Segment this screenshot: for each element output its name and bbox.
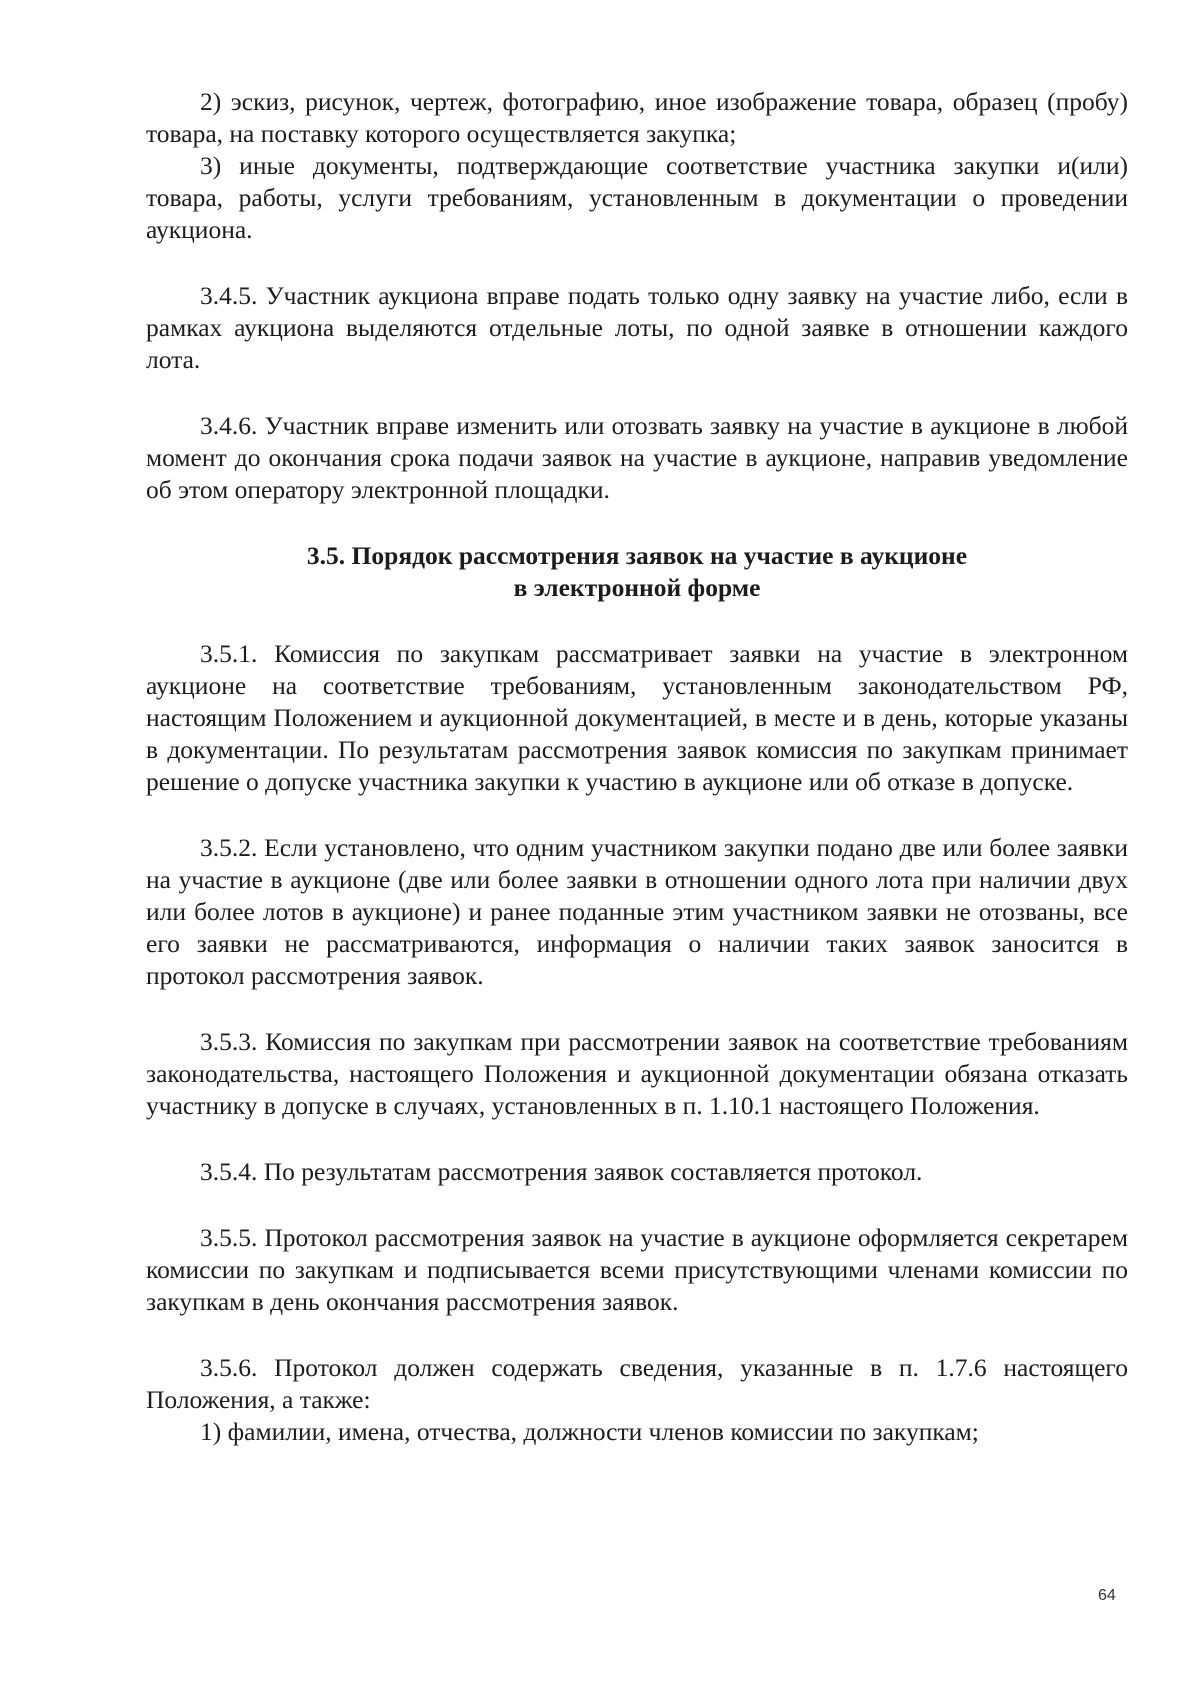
document-body bbox=[146, 86, 1128, 1448]
paragraph-3-5-6-item-1: 1) фамилии, имена, отчества, должности членов комиссии по закупкам; bbox=[200, 1417, 979, 1446]
paragraph-3-4-6: 3.4.6. Участник вправе изменить или отозвать заявку на участие в аукционе в любой момент до окончания срока подачи заявок на участие в аукционе, направив уведомление об этом оператору электронной площадки. bbox=[146, 411, 1128, 504]
paragraph-3-5-2: 3.5.2. Если установлено, что одним участником закупки подано две или более заявки на участие в аукционе (две или более заявки в отношении одного лота при наличии двух или более лотов в аукционе) и ранее поданные этим участником заявки не отозваны, все его заявки не рассматриваются, информация о наличии таких заявок заносится в протокол рассмотрения заявок. bbox=[146, 833, 1128, 990]
paragraph-3-5-5: 3.5.5. Протокол рассмотрения заявок на участие в аукционе оформляется секретарем комиссии по закупкам и подписывается всеми присутствующими членами комиссии по закупкам в день окончания рассмотрения заявок. bbox=[146, 1223, 1128, 1316]
section-heading-3-5 bbox=[146, 540, 1128, 604]
paragraph-3-5-3: 3.5.3. Комиссия по закупкам при рассмотрении заявок на соответствие требованиям законодательства, настоящего Положения и аукционной документации обязана отказать участнику в допуске в случаях, установленных в п. 1.10.1 настоящего Положения. bbox=[146, 1027, 1128, 1120]
paragraph-3-5-1: 3.5.1. Комиссия по закупкам рассматривает заявки на участие в электронном аукционе на соответствие требованиям, установленным законодательством РФ, настоящим Положением и аукционной документацией, в месте и в день, которые указаны в документации. По результатам рассмотрения заявок комиссия по закупкам принимает решение о допуске участника закупки к участию в аукционе или об отказе в допуске. bbox=[146, 639, 1128, 796]
paragraph-item-2-sketch: 2) эскиз, рисунок, чертеж, фотографию, иное изображение товара, образец (пробу) товара, на поставку которого осуществляется закупка; bbox=[146, 87, 1128, 148]
section-heading-line-1: 3.5. Порядок рассмотрения заявок на участие в аукционе bbox=[306, 541, 968, 570]
paragraph-3-5-4: 3.5.4. По результатам рассмотрения заявок составляется протокол. bbox=[200, 1157, 923, 1186]
page-number: 64 bbox=[1098, 1587, 1116, 1604]
paragraph-3-5-6: 3.5.6. Протокол должен содержать сведения, указанные в п. 1.7.6 настоящего Положения, а также: bbox=[146, 1353, 1128, 1414]
paragraph-3-4-5: 3.4.5. Участник аукциона вправе подать только одну заявку на участие либо, если в рамках аукциона выделяются отдельные лоты, по одной заявке в отношении каждого лота. bbox=[146, 281, 1128, 374]
section-heading-line-2: в электронной форме bbox=[513, 573, 761, 602]
paragraph-item-3-other-documents: 3) иные документы, подтверждающие соответствие участника закупки и(или) товара, работы, услуги требованиям, установленным в документации о проведении аукциона. bbox=[146, 151, 1128, 244]
